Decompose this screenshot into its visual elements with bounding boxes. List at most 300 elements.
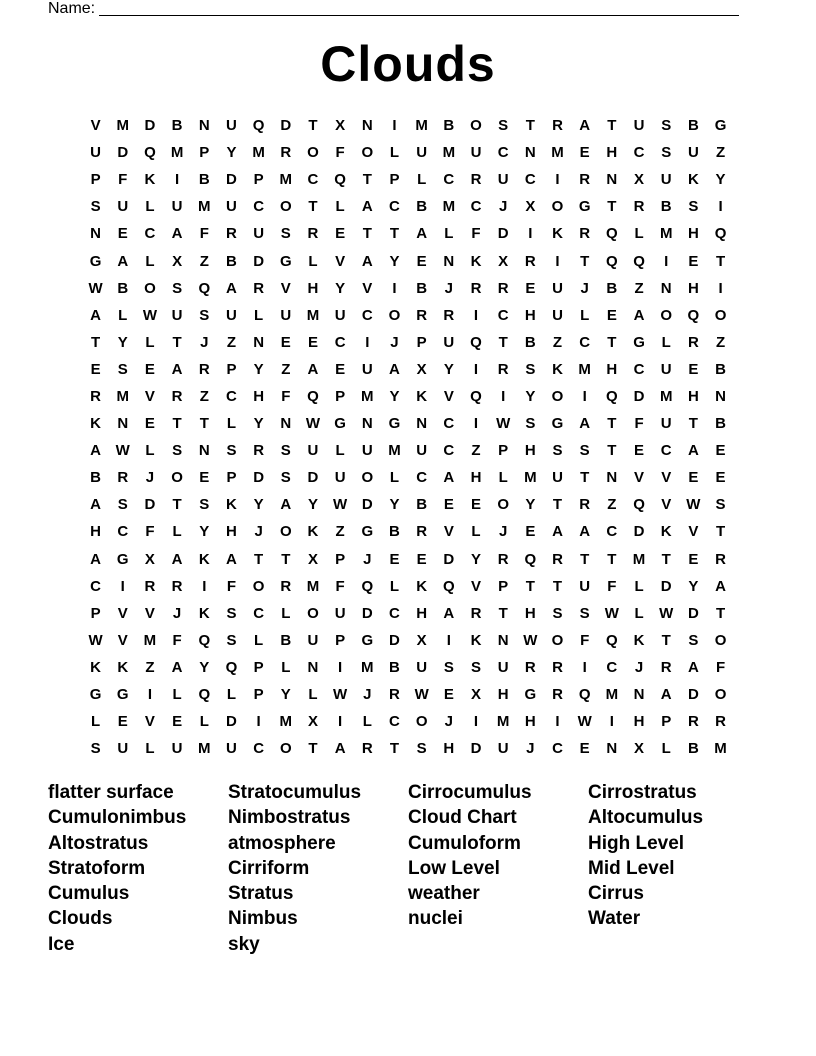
grid-letter: L bbox=[281, 604, 291, 622]
grid-letter: X bbox=[172, 252, 183, 270]
word-list-item: weather bbox=[408, 883, 480, 905]
grid-letter: K bbox=[416, 577, 428, 595]
grid-letter: T bbox=[525, 577, 535, 595]
grid-letter: H bbox=[524, 604, 536, 622]
grid-letter: A bbox=[715, 577, 726, 595]
grid-letter: U bbox=[117, 198, 129, 216]
grid-letter: L bbox=[335, 442, 345, 460]
grid-letter: O bbox=[660, 306, 673, 324]
grid-letter: Q bbox=[198, 279, 211, 297]
grid-letter: S bbox=[226, 631, 237, 649]
grid-letter: P bbox=[226, 360, 237, 378]
grid-letter: V bbox=[117, 604, 128, 622]
grid-letter: B bbox=[171, 117, 183, 135]
grid-letter: U bbox=[280, 306, 292, 324]
grid-row bbox=[82, 220, 734, 247]
grid-letter: K bbox=[307, 523, 319, 541]
grid-letter: Y bbox=[525, 387, 536, 405]
grid-letter: R bbox=[280, 144, 292, 162]
grid-letter: E bbox=[634, 442, 645, 460]
grid-letter: M bbox=[415, 117, 428, 135]
grid-letter: I bbox=[392, 279, 397, 297]
word-list-item: Cirriform bbox=[228, 857, 310, 879]
grid-letter: B bbox=[606, 279, 618, 297]
grid-letter: H bbox=[687, 225, 699, 243]
grid-letter: T bbox=[607, 117, 617, 135]
grid-letter: R bbox=[389, 686, 400, 704]
grid-letter: L bbox=[145, 252, 155, 270]
grid-letter: R bbox=[361, 740, 373, 758]
grid-letter: Z bbox=[715, 333, 726, 351]
word-list-item: Altostratus bbox=[48, 832, 149, 854]
grid-letter: U bbox=[334, 306, 346, 324]
grid-letter: Y bbox=[253, 415, 264, 433]
grid-letter: L bbox=[145, 740, 155, 758]
grid-letter: J bbox=[254, 523, 263, 541]
grid-letter: R bbox=[552, 686, 563, 704]
grid-letter: R bbox=[470, 279, 482, 297]
grid-letter: L bbox=[91, 713, 101, 731]
grid-row bbox=[82, 735, 734, 762]
grid-letter: J bbox=[526, 740, 535, 758]
grid-letter: Z bbox=[471, 442, 481, 460]
grid-row bbox=[82, 247, 734, 274]
grid-letter: C bbox=[389, 198, 400, 216]
grid-letter: K bbox=[470, 252, 482, 270]
grid-letter: B bbox=[660, 198, 672, 216]
grid-letter: A bbox=[579, 415, 591, 433]
grid-letter: P bbox=[226, 469, 237, 487]
grid-letter: Y bbox=[688, 577, 699, 595]
grid-letter: S bbox=[688, 198, 699, 216]
grid-letter: S bbox=[280, 469, 291, 487]
grid-letter: Q bbox=[144, 144, 156, 162]
grid-letter: N bbox=[660, 279, 672, 297]
grid-letter: U bbox=[226, 306, 237, 324]
grid-letter: D bbox=[687, 686, 699, 704]
grid-letter: I bbox=[256, 713, 261, 731]
grid-letter: W bbox=[686, 496, 701, 514]
grid-letter: P bbox=[416, 333, 427, 351]
grid-letter: B bbox=[443, 117, 455, 135]
grid-letter: M bbox=[605, 686, 619, 704]
grid-letter: T bbox=[199, 415, 209, 433]
grid-letter: W bbox=[604, 604, 619, 622]
grid-letter: B bbox=[524, 333, 536, 351]
grid-letter: U bbox=[361, 360, 373, 378]
grid-letter: O bbox=[361, 144, 374, 162]
grid-letter: T bbox=[552, 577, 563, 595]
grid-letter: Y bbox=[253, 360, 264, 378]
grid-letter: Z bbox=[145, 658, 155, 676]
grid-letter: O bbox=[714, 306, 727, 324]
grid-letter: R bbox=[633, 198, 645, 216]
grid-letter: Y bbox=[307, 496, 318, 514]
grid-letter: A bbox=[687, 442, 699, 460]
grid-letter: V bbox=[90, 117, 101, 135]
grid-letter: C bbox=[361, 306, 373, 324]
grid-letter: Y bbox=[253, 496, 264, 514]
grid-letter: B bbox=[90, 469, 101, 487]
grid-letter: A bbox=[361, 252, 373, 270]
grid-letter: T bbox=[688, 415, 698, 433]
grid-letter: O bbox=[415, 713, 428, 731]
grid-letter: I bbox=[555, 171, 560, 189]
grid-letter: J bbox=[200, 333, 209, 351]
grid-letter: M bbox=[551, 144, 564, 162]
grid-letter: L bbox=[634, 225, 644, 243]
grid-letter: E bbox=[335, 360, 346, 378]
grid-letter: U bbox=[552, 469, 563, 487]
grid-letter: A bbox=[171, 550, 183, 568]
grid-letter: S bbox=[661, 117, 672, 135]
grid-letter: E bbox=[688, 252, 699, 270]
grid-letter: V bbox=[117, 631, 128, 649]
grid-letter: E bbox=[144, 415, 155, 433]
page-title: Clouds bbox=[320, 36, 496, 92]
grid-letter: C bbox=[226, 387, 237, 405]
grid-letter: M bbox=[198, 198, 211, 216]
grid-letter: G bbox=[524, 686, 537, 704]
grid-letter: U bbox=[307, 442, 319, 460]
grid-letter: U bbox=[660, 360, 672, 378]
word-list-item: Cirrus bbox=[588, 883, 644, 905]
grid-letter: D bbox=[280, 117, 292, 135]
grid-letter: P bbox=[389, 171, 400, 189]
grid-letter: S bbox=[498, 117, 509, 135]
word-list-item: Nimbus bbox=[228, 908, 298, 930]
grid-letter: I bbox=[582, 658, 587, 676]
grid-letter: L bbox=[389, 144, 400, 162]
grid-letter: A bbox=[389, 360, 400, 378]
grid-letter: I bbox=[175, 171, 180, 189]
grid-letter: Q bbox=[198, 631, 211, 649]
grid-row bbox=[82, 112, 734, 139]
grid-letter: X bbox=[634, 171, 645, 189]
word-list-item: Ice bbox=[48, 933, 75, 955]
grid-row bbox=[82, 437, 734, 464]
grid-letter: M bbox=[361, 387, 374, 405]
grid-letter: N bbox=[633, 686, 645, 704]
grid-letter: S bbox=[443, 658, 454, 676]
grid-letter: X bbox=[335, 117, 346, 135]
grid-letter: U bbox=[687, 144, 699, 162]
grid-letter: Y bbox=[280, 686, 291, 704]
grid-letter: G bbox=[633, 333, 645, 351]
grid-letter: R bbox=[171, 387, 183, 405]
grid-letter: X bbox=[416, 631, 427, 649]
grid-letter: E bbox=[606, 306, 617, 324]
grid-letter: R bbox=[144, 577, 156, 595]
grid-row bbox=[82, 383, 734, 410]
grid-letter: O bbox=[551, 198, 564, 216]
grid-letter: L bbox=[118, 306, 128, 324]
grid-letter: Z bbox=[281, 360, 291, 378]
grid-letter: A bbox=[687, 658, 699, 676]
grid-letter: O bbox=[470, 117, 482, 135]
grid-letter: H bbox=[633, 713, 645, 731]
grid-letter: V bbox=[443, 523, 454, 541]
grid-letter: L bbox=[634, 604, 644, 622]
grid-letter: J bbox=[498, 523, 508, 541]
grid-row bbox=[82, 518, 734, 545]
grid-letter: A bbox=[361, 198, 373, 216]
grid-letter: N bbox=[253, 333, 265, 351]
grid-letter: F bbox=[172, 631, 182, 649]
grid-letter: I bbox=[473, 306, 479, 324]
grid-letter: T bbox=[172, 415, 182, 433]
grid-letter: N bbox=[524, 144, 536, 162]
grid-letter: A bbox=[552, 523, 563, 541]
grid-letter: R bbox=[497, 550, 509, 568]
grid-letter: C bbox=[633, 144, 645, 162]
grid-letter: V bbox=[443, 387, 454, 405]
grid-letter: T bbox=[607, 415, 617, 433]
grid-letter: H bbox=[226, 523, 237, 541]
grid-letter: T bbox=[715, 252, 726, 270]
grid-letter: M bbox=[279, 171, 293, 189]
grid-letter: N bbox=[606, 740, 618, 758]
grid-letter: L bbox=[308, 252, 318, 270]
grid-letter: I bbox=[609, 713, 614, 731]
grid-letter: O bbox=[361, 469, 374, 487]
grid-letter: S bbox=[199, 306, 210, 324]
grid-letter: O bbox=[279, 198, 292, 216]
grid-letter: S bbox=[172, 279, 183, 297]
grid-letter: F bbox=[471, 225, 481, 243]
grid-letter: U bbox=[497, 740, 509, 758]
grid-letter: S bbox=[552, 604, 563, 622]
grid-letter: S bbox=[661, 144, 672, 162]
grid-letter: R bbox=[443, 306, 455, 324]
grid-letter: D bbox=[660, 577, 672, 595]
grid-letter: U bbox=[579, 577, 591, 595]
grid-letter: B bbox=[416, 496, 428, 514]
grid-letter: T bbox=[281, 550, 291, 568]
grid-letter: X bbox=[307, 550, 318, 568]
grid-letter: M bbox=[116, 117, 129, 135]
grid-letter: T bbox=[580, 550, 590, 568]
grid-letter: M bbox=[306, 577, 320, 595]
grid-letter: N bbox=[90, 225, 101, 243]
grid-letter: E bbox=[307, 333, 318, 351]
grid-letter: O bbox=[307, 144, 319, 162]
grid-letter: Z bbox=[335, 523, 345, 541]
grid-row bbox=[82, 654, 734, 681]
grid-letter: T bbox=[607, 198, 617, 216]
grid-letter: A bbox=[171, 360, 183, 378]
grid-letter: O bbox=[307, 604, 319, 622]
grid-letter: L bbox=[498, 469, 508, 487]
grid-letter: E bbox=[579, 144, 590, 162]
grid-letter: R bbox=[715, 550, 726, 568]
word-list-item: Stratocumulus bbox=[228, 782, 362, 803]
grid-letter: G bbox=[279, 252, 292, 270]
grid-letter: O bbox=[279, 523, 292, 541]
grid-letter: A bbox=[90, 442, 101, 460]
grid-letter: U bbox=[226, 740, 237, 758]
grid-letter: H bbox=[443, 740, 455, 758]
grid-letter: I bbox=[147, 686, 153, 704]
grid-letter: I bbox=[473, 360, 479, 378]
grid-letter: E bbox=[715, 469, 726, 487]
grid-letter: R bbox=[307, 225, 319, 243]
grid-letter: Q bbox=[714, 225, 727, 243]
grid-letter: U bbox=[470, 144, 482, 162]
grid-letter: K bbox=[226, 496, 237, 514]
grid-letter: K bbox=[198, 550, 210, 568]
grid-letter: A bbox=[171, 658, 183, 676]
grid-letter: Q bbox=[334, 171, 346, 189]
grid-letter: F bbox=[145, 523, 155, 541]
grid-row bbox=[82, 627, 734, 654]
grid-letter: G bbox=[89, 686, 102, 704]
grid-letter: J bbox=[390, 333, 399, 351]
grid-letter: Q bbox=[442, 577, 455, 595]
grid-letter: A bbox=[633, 306, 645, 324]
grid-row bbox=[82, 600, 734, 627]
grid-letter: B bbox=[715, 415, 726, 433]
grid-letter: W bbox=[305, 415, 321, 433]
grid-letter: N bbox=[280, 415, 292, 433]
grid-letter: G bbox=[388, 415, 401, 433]
grid-letter: L bbox=[661, 740, 671, 758]
grid-letter: T bbox=[607, 550, 617, 568]
grid-letter: B bbox=[687, 117, 699, 135]
grid-letter: Y bbox=[389, 252, 400, 270]
grid-letter: L bbox=[145, 442, 155, 460]
grid-letter: L bbox=[417, 171, 427, 189]
grid-letter: U bbox=[226, 198, 237, 216]
grid-letter: T bbox=[389, 225, 400, 243]
grid-letter: X bbox=[307, 713, 318, 731]
grid-letter: U bbox=[416, 658, 428, 676]
grid-letter: U bbox=[416, 144, 428, 162]
grid-letter: C bbox=[117, 523, 129, 541]
grid-letter: R bbox=[416, 523, 428, 541]
grid-letter: Q bbox=[524, 550, 537, 568]
grid-letter: T bbox=[172, 333, 182, 351]
grid-letter: P bbox=[335, 631, 346, 649]
grid-letter: L bbox=[661, 333, 671, 351]
grid-letter: X bbox=[525, 198, 536, 216]
grid-letter: Z bbox=[199, 387, 209, 405]
grid-letter: M bbox=[578, 360, 591, 378]
grid-letter: O bbox=[497, 496, 509, 514]
grid-letter: A bbox=[307, 360, 319, 378]
grid-letter: R bbox=[552, 550, 563, 568]
word-list-item: Cumulonimbus bbox=[48, 807, 187, 829]
grid-letter: W bbox=[659, 604, 674, 622]
grid-letter: R bbox=[416, 306, 428, 324]
grid-letter: Y bbox=[335, 279, 346, 297]
grid-letter: E bbox=[144, 360, 155, 378]
grid-letter: O bbox=[252, 577, 265, 595]
grid-letter: K bbox=[660, 523, 672, 541]
grid-letter: O bbox=[551, 631, 564, 649]
grid-letter: H bbox=[524, 306, 536, 324]
grid-letter: R bbox=[552, 658, 563, 676]
grid-letter: I bbox=[446, 631, 451, 649]
word-list-item: Cirrocumulus bbox=[408, 782, 532, 803]
grid-letter: B bbox=[416, 198, 428, 216]
grid-letter: U bbox=[660, 171, 672, 189]
grid-letter: I bbox=[664, 252, 669, 270]
grid-letter: I bbox=[528, 225, 533, 243]
grid-letter: R bbox=[253, 279, 265, 297]
grid-letter: I bbox=[473, 713, 479, 731]
grid-letter: S bbox=[525, 360, 536, 378]
grid-letter: V bbox=[634, 469, 645, 487]
grid-letter: A bbox=[171, 225, 183, 243]
grid-letter: A bbox=[416, 225, 428, 243]
grid-letter: V bbox=[661, 469, 672, 487]
grid-letter: G bbox=[334, 415, 346, 433]
grid-letter: E bbox=[335, 225, 346, 243]
grid-letter: Y bbox=[389, 496, 400, 514]
grid-letter: U bbox=[117, 740, 129, 758]
grid-letter: J bbox=[363, 550, 372, 568]
grid-letter: B bbox=[389, 658, 400, 676]
grid-letter: L bbox=[199, 713, 209, 731]
grid-letter: T bbox=[525, 117, 535, 135]
grid-letter: B bbox=[198, 171, 210, 189]
grid-letter: K bbox=[633, 631, 645, 649]
grid-letter: N bbox=[443, 252, 455, 270]
grid-letter: J bbox=[444, 279, 453, 297]
grid-letter: Q bbox=[307, 387, 319, 405]
grid-letter: J bbox=[634, 658, 644, 676]
grid-letter: E bbox=[688, 360, 699, 378]
grid-letter: T bbox=[389, 740, 400, 758]
grid-letter: U bbox=[552, 279, 563, 297]
grid-letter: R bbox=[524, 252, 536, 270]
grid-letter: C bbox=[253, 198, 265, 216]
name-blank-line bbox=[99, 0, 739, 16]
grid-letter: V bbox=[144, 713, 155, 731]
word-search-grid bbox=[82, 112, 734, 762]
grid-letter: A bbox=[443, 469, 455, 487]
grid-letter: X bbox=[416, 360, 427, 378]
grid-letter: T bbox=[308, 740, 318, 758]
word-list-item: High Level bbox=[588, 832, 685, 854]
grid-letter: U bbox=[497, 658, 509, 676]
name-field bbox=[48, 0, 748, 20]
grid-letter: G bbox=[361, 523, 374, 541]
grid-letter: E bbox=[525, 279, 536, 297]
grid-letter: D bbox=[361, 496, 373, 514]
word-list-item: Clouds bbox=[48, 908, 113, 930]
grid-letter: D bbox=[226, 713, 237, 731]
grid-letter: O bbox=[388, 306, 401, 324]
word-list-item: Stratoform bbox=[48, 857, 146, 879]
grid-letter: T bbox=[308, 117, 318, 135]
grid-letter: E bbox=[117, 713, 128, 731]
grid-letter: L bbox=[444, 225, 454, 243]
grid-letter: C bbox=[606, 658, 618, 676]
grid-letter: A bbox=[117, 252, 129, 270]
grid-letter: T bbox=[607, 333, 617, 351]
grid-letter: Q bbox=[470, 387, 482, 405]
grid-letter: M bbox=[116, 387, 129, 405]
grid-letter: R bbox=[117, 469, 129, 487]
grid-letter: U bbox=[552, 306, 563, 324]
grid-letter: L bbox=[389, 577, 400, 595]
grid-letter: Y bbox=[443, 360, 454, 378]
grid-letter: O bbox=[551, 387, 564, 405]
grid-letter: Q bbox=[225, 658, 238, 676]
grid-letter: U bbox=[334, 604, 346, 622]
